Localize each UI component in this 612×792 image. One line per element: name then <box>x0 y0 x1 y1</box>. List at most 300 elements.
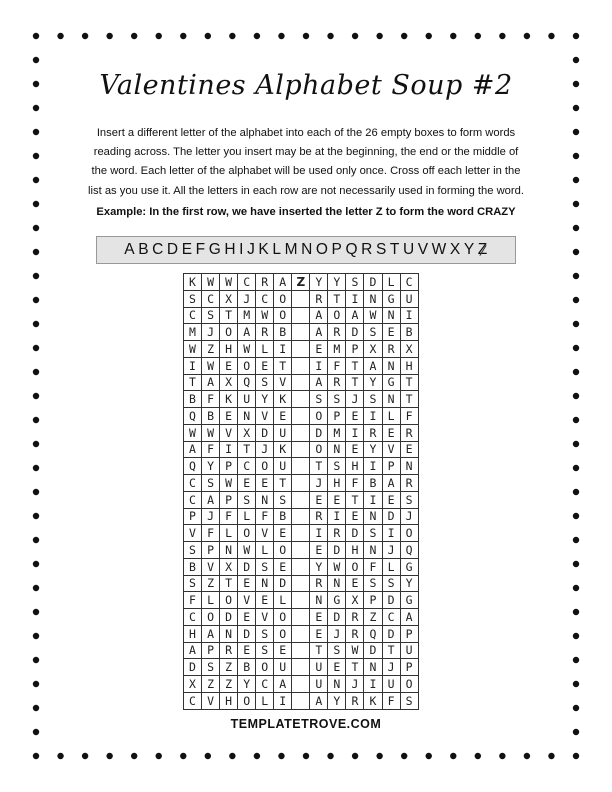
grid-cell: U <box>310 676 328 693</box>
grid-cell: O <box>256 458 274 475</box>
alphabet-letter: A <box>124 241 136 258</box>
border-dot <box>33 225 39 231</box>
border-dot <box>573 609 579 615</box>
grid-cell: C <box>256 676 274 693</box>
grid-cell: U <box>238 391 256 408</box>
grid-cell: T <box>400 374 418 391</box>
grid-cell: V <box>184 525 202 542</box>
blank-box[interactable] <box>292 575 310 592</box>
alphabet-letter: J <box>247 241 256 258</box>
grid-cell: F <box>328 357 346 374</box>
border-dot <box>205 33 211 39</box>
grid-cell: B <box>238 659 256 676</box>
border-dot <box>106 753 112 759</box>
grid-cell: D <box>238 625 256 642</box>
grid-cell: O <box>274 307 292 324</box>
grid-cell: I <box>220 441 238 458</box>
border-dot <box>57 753 63 759</box>
blank-box[interactable] <box>292 391 310 408</box>
blank-box[interactable] <box>292 525 310 542</box>
grid-cell: S <box>310 391 328 408</box>
grid-cell: X <box>184 676 202 693</box>
grid-cell: S <box>238 491 256 508</box>
grid-cell: E <box>274 558 292 575</box>
border-dot <box>57 33 63 39</box>
grid-cell: N <box>400 458 418 475</box>
grid-cell: Y <box>328 274 346 291</box>
grid-cell: S <box>256 374 274 391</box>
grid-cell: Z <box>202 575 220 592</box>
alphabet-letter: X <box>449 241 461 258</box>
grid-cell: E <box>310 341 328 358</box>
border-dot <box>33 489 39 495</box>
border-dot <box>131 753 137 759</box>
grid-cell: Q <box>184 458 202 475</box>
grid-cell: O <box>202 609 220 626</box>
grid-cell: J <box>328 625 346 642</box>
alphabet-letter: T <box>389 241 400 258</box>
grid-cell: J <box>382 542 400 559</box>
grid-cell: T <box>238 441 256 458</box>
blank-box[interactable] <box>292 508 310 525</box>
grid-row <box>184 458 419 475</box>
border-dot <box>327 753 333 759</box>
grid-cell: B <box>400 324 418 341</box>
grid-cell: J <box>202 324 220 341</box>
grid-cell: V <box>202 692 220 709</box>
grid-row <box>184 625 419 642</box>
border-dot <box>524 753 530 759</box>
grid-cell: R <box>364 424 382 441</box>
grid-cell: J <box>382 659 400 676</box>
alphabet-letter: N <box>301 241 313 258</box>
border-dot <box>33 393 39 399</box>
grid-cell: T <box>220 307 238 324</box>
blank-box[interactable] <box>292 424 310 441</box>
border-dot <box>33 465 39 471</box>
blank-box[interactable] <box>292 642 310 659</box>
grid-cell: L <box>382 274 400 291</box>
grid-cell: D <box>274 575 292 592</box>
border-dot <box>573 417 579 423</box>
grid-cell: B <box>184 558 202 575</box>
border-dot <box>573 633 579 639</box>
grid-cell: S <box>328 458 346 475</box>
grid-cell: K <box>274 391 292 408</box>
grid-cell: W <box>202 357 220 374</box>
grid-cell: R <box>382 341 400 358</box>
grid-cell: A <box>364 357 382 374</box>
grid-cell: A <box>400 609 418 626</box>
blank-box[interactable] <box>292 408 310 425</box>
grid-cell: T <box>274 357 292 374</box>
blank-box[interactable] <box>292 609 310 626</box>
alphabet-letter: V <box>417 241 429 258</box>
grid-cell: W <box>364 307 382 324</box>
alphabet-letter: R <box>361 241 373 258</box>
grid-cell: W <box>238 341 256 358</box>
grid-cell: S <box>256 558 274 575</box>
grid-cell: E <box>400 441 418 458</box>
border-dot <box>401 753 407 759</box>
grid-cell: N <box>382 391 400 408</box>
grid-cell: I <box>310 525 328 542</box>
grid-cell: R <box>328 525 346 542</box>
grid-cell: W <box>238 542 256 559</box>
grid-cell: K <box>220 391 238 408</box>
grid-cell: R <box>310 575 328 592</box>
grid-cell: P <box>202 542 220 559</box>
grid-cell: P <box>202 642 220 659</box>
border-dot <box>548 33 554 39</box>
grid-cell: U <box>382 676 400 693</box>
border-dot <box>450 33 456 39</box>
grid-cell: H <box>220 692 238 709</box>
grid-cell: O <box>310 408 328 425</box>
grid-cell: I <box>364 458 382 475</box>
blank-box[interactable] <box>292 290 310 307</box>
border-dot <box>573 297 579 303</box>
grid-cell: P <box>364 592 382 609</box>
alphabet-letter: Z <box>477 241 488 258</box>
grid-cell: S <box>202 307 220 324</box>
alphabet-letter: O <box>315 241 329 258</box>
blank-box[interactable] <box>292 659 310 676</box>
grid-cell: Z <box>292 274 310 291</box>
grid-cell: X <box>400 341 418 358</box>
grid-cell: C <box>238 458 256 475</box>
grid-cell: I <box>184 357 202 374</box>
grid-cell: D <box>364 642 382 659</box>
grid-cell: Z <box>202 676 220 693</box>
grid-cell: O <box>220 324 238 341</box>
grid-cell: Y <box>238 676 256 693</box>
grid-cell: A <box>202 491 220 508</box>
grid-row <box>184 341 419 358</box>
grid-cell: A <box>184 441 202 458</box>
grid-cell: J <box>346 676 364 693</box>
grid-cell: A <box>274 274 292 291</box>
border-dot <box>254 753 260 759</box>
border-dot <box>33 681 39 687</box>
alphabet-letter: D <box>166 241 179 258</box>
grid-cell: E <box>238 475 256 492</box>
grid-cell: O <box>274 625 292 642</box>
border-dot <box>450 753 456 759</box>
page-title: Valentines Alphabet Soup #2 <box>99 70 513 101</box>
grid-row <box>184 324 419 341</box>
border-dot <box>573 225 579 231</box>
grid-cell: L <box>274 592 292 609</box>
border-dot <box>303 33 309 39</box>
alphabet-letter: F <box>195 241 206 258</box>
border-dot <box>573 105 579 111</box>
grid-cell: W <box>328 558 346 575</box>
grid-cell: K <box>184 274 202 291</box>
grid-cell: X <box>364 341 382 358</box>
grid-cell: E <box>310 625 328 642</box>
border-dot <box>82 33 88 39</box>
border-dot <box>573 657 579 663</box>
grid-cell: V <box>220 424 238 441</box>
grid-cell: W <box>256 307 274 324</box>
border-dot <box>573 273 579 279</box>
grid-cell: U <box>274 659 292 676</box>
grid-cell: H <box>220 341 238 358</box>
grid-cell: V <box>238 592 256 609</box>
grid-cell: F <box>202 525 220 542</box>
blank-box[interactable] <box>292 458 310 475</box>
grid-cell: D <box>382 508 400 525</box>
grid-cell: A <box>382 475 400 492</box>
grid-cell: Y <box>364 374 382 391</box>
grid-cell: O <box>274 542 292 559</box>
grid-cell: P <box>328 408 346 425</box>
site-footer: TEMPLATETROVE.COM <box>230 717 382 731</box>
border-dot <box>573 177 579 183</box>
grid-cell: V <box>256 609 274 626</box>
grid-cell: W <box>346 642 364 659</box>
alphabet-letter: U <box>402 241 415 258</box>
grid-cell: D <box>346 324 364 341</box>
grid-cell: T <box>184 374 202 391</box>
grid-cell: Y <box>310 558 328 575</box>
border-dot <box>33 417 39 423</box>
border-dot <box>33 57 39 63</box>
grid-row <box>184 692 419 709</box>
grid-cell: T <box>346 357 364 374</box>
blank-box[interactable] <box>292 592 310 609</box>
grid-cell: E <box>274 408 292 425</box>
grid-cell: F <box>202 391 220 408</box>
border-dot <box>33 105 39 111</box>
grid-cell: E <box>220 408 238 425</box>
border-dot <box>33 321 39 327</box>
grid-cell: E <box>238 642 256 659</box>
blank-box[interactable] <box>292 692 310 709</box>
grid-cell: N <box>220 542 238 559</box>
grid-cell: C <box>382 609 400 626</box>
grid-cell: N <box>364 290 382 307</box>
grid-cell: K <box>274 441 292 458</box>
grid-cell: S <box>400 491 418 508</box>
blank-box[interactable] <box>292 676 310 693</box>
border-dot <box>573 489 579 495</box>
border-dot <box>573 369 579 375</box>
border-dot <box>254 33 260 39</box>
grid-cell: I <box>346 290 364 307</box>
grid-cell: W <box>202 274 220 291</box>
blank-box[interactable] <box>292 307 310 324</box>
grid-cell: F <box>382 692 400 709</box>
grid-cell: W <box>184 341 202 358</box>
grid-cell: R <box>400 424 418 441</box>
grid-cell: T <box>310 642 328 659</box>
blank-box[interactable] <box>292 491 310 508</box>
grid-cell: R <box>346 692 364 709</box>
grid-cell: H <box>400 357 418 374</box>
grid-cell: N <box>238 408 256 425</box>
border-dot <box>33 33 39 39</box>
grid-cell: R <box>328 324 346 341</box>
grid-cell: P <box>400 625 418 642</box>
grid-cell: V <box>256 408 274 425</box>
blank-box[interactable] <box>292 357 310 374</box>
grid-cell: E <box>238 609 256 626</box>
grid-cell: V <box>274 374 292 391</box>
alphabet-letter: L <box>272 241 282 258</box>
grid-cell: A <box>202 374 220 391</box>
grid-row <box>184 592 419 609</box>
grid-cell: R <box>310 290 328 307</box>
grid-cell: E <box>274 642 292 659</box>
grid-cell: I <box>328 508 346 525</box>
grid-cell: O <box>274 609 292 626</box>
grid-cell: M <box>328 424 346 441</box>
grid-cell: Z <box>220 676 238 693</box>
grid-cell: J <box>238 290 256 307</box>
border-dot <box>499 753 505 759</box>
border-dot <box>82 753 88 759</box>
grid-cell: B <box>184 391 202 408</box>
grid-cell: A <box>202 625 220 642</box>
grid-cell: G <box>382 290 400 307</box>
grid-cell: L <box>382 408 400 425</box>
grid-cell: U <box>274 424 292 441</box>
grid-cell: N <box>328 676 346 693</box>
grid-cell: F <box>220 508 238 525</box>
grid-cell: W <box>220 274 238 291</box>
grid-cell: V <box>382 441 400 458</box>
grid-cell: E <box>328 491 346 508</box>
grid-cell: E <box>310 609 328 626</box>
grid-row <box>184 558 419 575</box>
blank-box[interactable] <box>292 558 310 575</box>
grid-cell: E <box>310 542 328 559</box>
grid-cell: C <box>184 307 202 324</box>
grid-cell: A <box>310 692 328 709</box>
grid-cell: N <box>364 542 382 559</box>
grid-cell: R <box>346 625 364 642</box>
border-dot <box>229 33 235 39</box>
grid-cell: X <box>220 290 238 307</box>
grid-cell: D <box>184 659 202 676</box>
grid-row <box>184 357 419 374</box>
grid-cell: A <box>184 642 202 659</box>
border-dot <box>33 129 39 135</box>
grid-cell: S <box>364 391 382 408</box>
grid-cell: R <box>400 475 418 492</box>
grid-cell: T <box>220 575 238 592</box>
grid-cell: S <box>256 625 274 642</box>
border-dot <box>33 441 39 447</box>
border-dot <box>33 249 39 255</box>
blank-box[interactable] <box>292 625 310 642</box>
grid-cell: S <box>256 642 274 659</box>
grid-cell: Y <box>256 391 274 408</box>
grid-cell: J <box>202 508 220 525</box>
grid-cell: Z <box>220 659 238 676</box>
grid-cell: P <box>382 458 400 475</box>
grid-cell: M <box>184 324 202 341</box>
grid-cell: X <box>220 374 238 391</box>
border-dot <box>573 681 579 687</box>
grid-cell: T <box>400 391 418 408</box>
border-dot <box>573 393 579 399</box>
grid-cell: D <box>346 525 364 542</box>
grid-cell: W <box>184 424 202 441</box>
grid-row <box>184 374 419 391</box>
border-dot <box>573 465 579 471</box>
blank-box[interactable] <box>292 542 310 559</box>
grid-row <box>184 609 419 626</box>
grid-cell: E <box>274 525 292 542</box>
alphabet-letter: W <box>431 241 447 258</box>
grid-cell: R <box>220 642 238 659</box>
grid-cell: J <box>400 508 418 525</box>
grid-cell: S <box>328 642 346 659</box>
grid-cell: L <box>256 692 274 709</box>
border-dot <box>33 177 39 183</box>
grid-row <box>184 408 419 425</box>
border-dot <box>376 33 382 39</box>
grid-cell: U <box>274 458 292 475</box>
grid-cell: D <box>382 592 400 609</box>
blank-box[interactable] <box>292 475 310 492</box>
border-dot <box>352 753 358 759</box>
grid-cell: F <box>256 508 274 525</box>
grid-cell: P <box>346 341 364 358</box>
border-dot <box>33 753 39 759</box>
grid-cell: U <box>400 290 418 307</box>
alphabet-letter: G <box>208 241 222 258</box>
border-dot <box>33 297 39 303</box>
border-dot <box>106 33 112 39</box>
grid-cell: D <box>382 625 400 642</box>
grid-cell: Y <box>400 575 418 592</box>
grid-cell: T <box>382 642 400 659</box>
grid-cell: Y <box>328 692 346 709</box>
grid-cell: F <box>346 475 364 492</box>
grid-cell: B <box>274 324 292 341</box>
grid-cell: J <box>346 391 364 408</box>
border-dot <box>352 33 358 39</box>
border-dot <box>33 585 39 591</box>
grid-cell: N <box>364 659 382 676</box>
border-dot <box>573 57 579 63</box>
grid-cell: U <box>310 659 328 676</box>
blank-box[interactable] <box>292 374 310 391</box>
border-dot <box>180 753 186 759</box>
border-dot <box>573 513 579 519</box>
border-dot <box>131 33 137 39</box>
grid-row <box>184 290 419 307</box>
grid-cell: U <box>400 642 418 659</box>
border-dot <box>573 705 579 711</box>
blank-box[interactable] <box>292 341 310 358</box>
grid-cell: M <box>328 341 346 358</box>
grid-cell: Y <box>202 458 220 475</box>
grid-cell: T <box>346 374 364 391</box>
blank-box[interactable] <box>292 441 310 458</box>
grid-row <box>184 542 419 559</box>
grid-cell: Q <box>364 625 382 642</box>
alphabet-letter: Y <box>463 241 475 258</box>
grid-cell: C <box>184 609 202 626</box>
grid-cell: T <box>346 491 364 508</box>
grid-cell: C <box>238 274 256 291</box>
blank-box[interactable] <box>292 324 310 341</box>
